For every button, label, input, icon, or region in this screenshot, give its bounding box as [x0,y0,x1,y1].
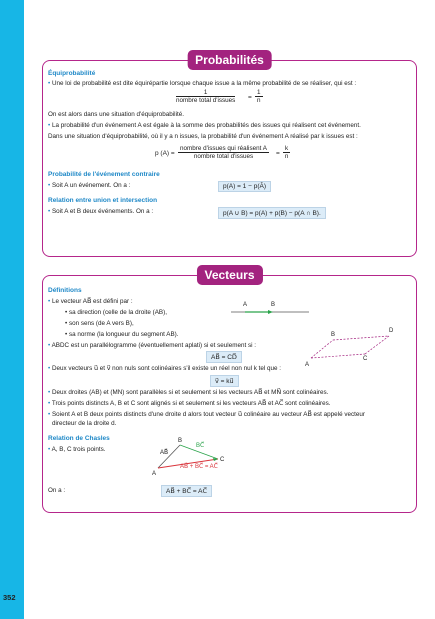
fig2-label-a: A [305,362,310,368]
pA-k: k [285,145,289,152]
chasles-on-a: On a : [48,487,66,494]
fig2-label-b: B [331,332,336,338]
bullet-icon: • [48,298,52,305]
fig2-label-d: D [389,328,394,334]
bullet-icon: • [48,182,52,189]
contraire-formula: p(A) = 1 − p(Ā) [218,181,271,192]
equi-frac2-den: n [257,97,261,104]
equals-sign: = [248,94,252,101]
bullet-icon: • [65,320,69,327]
bullet-icon: • [65,331,69,338]
equi-line-4: Dans une situation d'équiprobabilité, où il y a n issues, la probabilité d'un événement A réalisé par k issues est : [48,133,358,140]
droites-line-text: Deux droites (AB) et (MN) sont parallèles si et seulement si les vecteurs AB⃗ et MN⃗ sont colinéaires. [51,389,329,396]
equi-line-1 [48,80,356,88]
droites-line [48,389,328,397]
para-line [48,342,256,350]
alignes-line [48,400,331,408]
contraire-heading: Probabilité de l'événement contraire [48,171,160,178]
para-formula: AB⃗ = CD⃗ [206,351,242,363]
vector-ab-figure [231,300,311,320]
parallelogram-figure [305,330,395,370]
fig3-label-sum: AB⃗ + BC⃗ = AC⃗ [180,464,218,470]
contraire-text [48,182,130,190]
colin-line [48,365,281,373]
chasles-heading: Relation de Chasles [48,435,110,442]
def-direction-text: sa direction (celle de la droite (AB), [68,309,167,316]
fig2-side-ac [311,354,365,358]
alignes-line-text: Trois points distincts A, B et C sont alignés si et seulement si les vecteurs AB⃗ et AC⃗ sont colinéaires. [51,400,331,407]
probabilites-card [42,53,417,257]
fig3-label-a: A [152,471,157,477]
pA-num: nombre d'issues qui réalisent A [180,145,267,152]
def-norme [65,331,179,339]
page-number: 352 [3,593,16,602]
union-text-content: Soit A et B deux événements. On a : [51,208,154,215]
bullet-icon: • [48,365,52,372]
def-norme-text: sa norme (la longueur du segment AB). [68,331,179,338]
pA-kn-fraction [283,145,290,160]
fig3-label-ab: AB⃗ [160,450,169,456]
def-sens [65,320,134,328]
chasles-text [48,446,106,454]
bullet-icon: • [48,122,52,129]
bullet-icon: • [48,411,52,418]
equi-frac2-num: 1 [257,89,261,96]
vecteurs-card [42,268,417,513]
pA-label: p (A) = [155,150,175,157]
equi-frac-den: nombre total d'issues [176,97,236,104]
chasles-figure [150,438,230,478]
chasles-formula: AB⃗ + BC⃗ = AC⃗ [161,485,212,497]
pA-equals: = [276,150,280,157]
bullet-icon: • [48,80,52,87]
union-text [48,208,153,216]
bullet-icon: • [48,389,52,396]
def-direction [65,309,167,317]
pA-fraction [178,145,269,160]
def-line-1-text: Le vecteur AB⃗ est défini par : [51,298,133,305]
fig3-vector-ab [158,445,180,468]
fig2-label-c: C [363,356,368,362]
directeur-line-2: directeur de la droite d. [52,420,117,427]
equi-line-2: On est alors dans une situation d'équiprobabilité. [48,111,184,118]
fig1-arrowhead-icon [268,310,273,314]
colin-formula: v⃗ = ku⃗ [210,375,239,387]
fig2-side-cd [365,336,389,354]
equi-line-1-text: Une loi de probabilité est dite équirépartie lorsque chaque issue a la même probabilité de se réaliser, qui est : [51,80,357,87]
equi-line-3 [48,122,361,130]
fig2-side-ab [311,340,333,358]
fig2-side-bd [333,336,389,340]
equi-fraction [176,89,235,104]
fig3-label-b: B [178,438,183,444]
bullet-icon: • [48,342,52,349]
left-color-band [0,0,24,619]
probabilites-title: Probabilités [187,50,272,70]
equi-line-3-text: La probabilité d'un événement A est égale à la somme des probabilités des issues qui réalisent cet événement. [51,122,361,129]
pA-n: n [284,153,289,160]
bullet-icon: • [48,400,52,407]
equi-fraction-2 [255,89,263,104]
directeur-line-1 [48,411,365,419]
equiprobabilite-heading: Équiprobabilité [48,70,96,77]
fig3-label-bc: BC⃗ [196,443,205,449]
def-line-1 [48,298,133,306]
fig3-label-c: C [220,457,225,463]
contraire-text-content: Soit A un événement. On a : [51,182,131,189]
vecteurs-title: Vecteurs [196,265,262,285]
bullet-icon: • [48,446,52,453]
colin-line-text: Deux vecteurs u⃗ et v⃗ non nuls sont colinéaires s'il existe un réel non nul k tel que : [51,365,282,372]
union-heading: Relation entre union et intersection [48,197,158,204]
directeur-line-1-text: Soient A et B deux points distincts d'une droite d alors tout vecteur u⃗ colinéaire au vecteur AB⃗ est appelé vecteur [51,411,365,418]
pA-den: nombre total d'issues [193,153,254,160]
bullet-icon: • [48,208,52,215]
para-line-text: ABDC est un parallélogramme (éventuellement aplati) si et seulement si : [51,342,257,349]
equi-frac-num: 1 [176,89,235,97]
def-sens-text: son sens (de A vers B), [68,320,134,327]
fig1-label-b: B [271,302,276,308]
fig1-label-a: A [243,302,248,308]
union-formula: p(A ∪ B) = p(A) + p(B) − p(A ∩ B). [218,207,326,219]
definitions-heading: Définitions [48,287,82,294]
bullet-icon: • [65,309,69,316]
chasles-text-content: A, B, C trois points. [51,446,106,453]
